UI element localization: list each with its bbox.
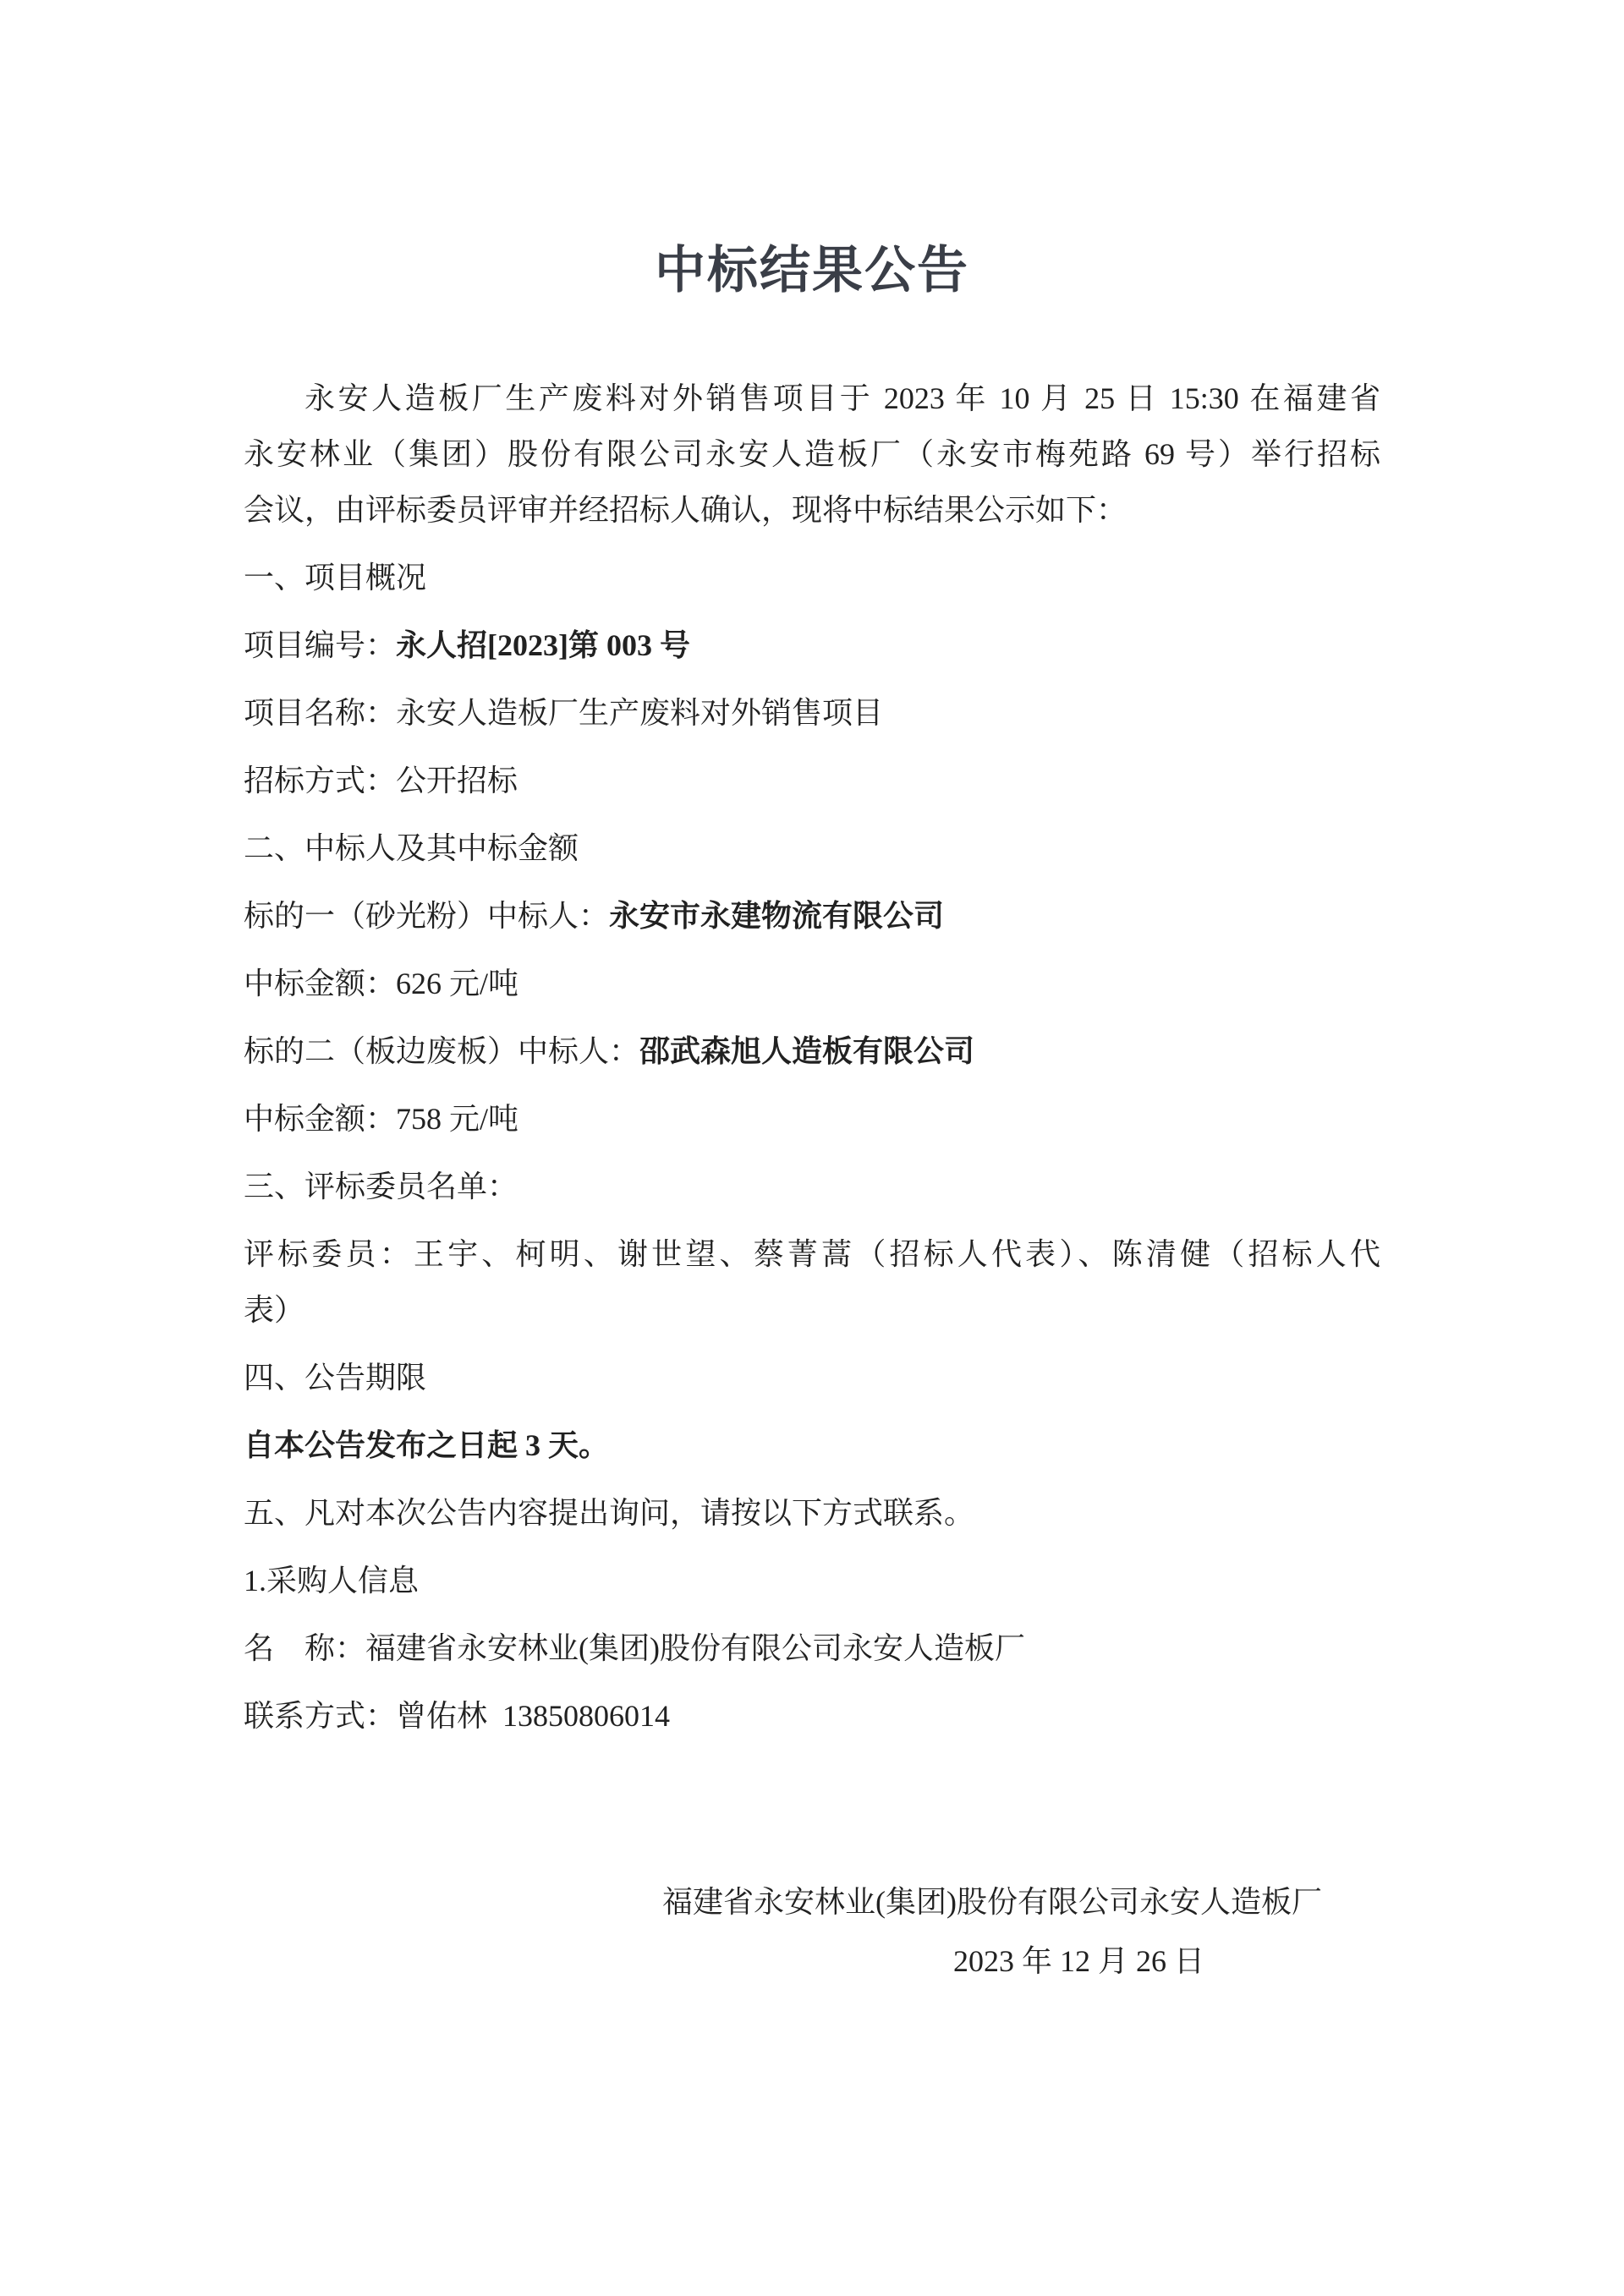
project-number-line bbox=[244, 617, 1380, 673]
project-name-line bbox=[244, 685, 1380, 741]
signature-date: 2023 年 12 月 26 日 bbox=[952, 1944, 1204, 1978]
section-heading-5: 五、凡对本次公告内容提出询问，请按以下方式联系。 bbox=[244, 1496, 975, 1530]
project-number-value: 永人招[2023]第 003 号 bbox=[396, 628, 690, 662]
intro-line-3: 会议，由评标委员评审并经招标人确认，现将中标结果公示如下： bbox=[244, 493, 1127, 527]
project-name-value: 永安人造板厂生产废料对外销售项目 bbox=[396, 696, 884, 730]
buyer-contact-line bbox=[244, 1688, 1380, 1744]
committee-line-2: 表） bbox=[244, 1293, 305, 1327]
committee-line-1: 评标委员：王宇、柯明、谢世望、蔡菁蒿（招标人代表）、陈清健（招标人代 bbox=[244, 1237, 1380, 1271]
buyer-contact-value: 曾佑林 13850806014 bbox=[396, 1699, 671, 1733]
intro-line-2: 永安林业（集团）股份有限公司永安人造板厂（永安市梅苑路 69 号）举行招标 bbox=[244, 437, 1380, 471]
lot2-winner: 邵武森旭人造板有限公司 bbox=[639, 1034, 975, 1068]
buyer-name-line bbox=[244, 1620, 1380, 1676]
lot1-amount-value: 626 元/吨 bbox=[396, 967, 519, 1000]
lot1-amount-line bbox=[244, 956, 1380, 1011]
lot1-amount-label: 中标金额： bbox=[244, 967, 397, 1000]
section-heading-2: 二、中标人及其中标金额 bbox=[244, 831, 579, 865]
lot2-label: 标的二（板边废板）中标人： bbox=[244, 1034, 640, 1068]
lot1-winner: 永安市永建物流有限公司 bbox=[609, 899, 945, 933]
signature-company: 福建省永安林业(集团)股份有限公司永安人造板厂 bbox=[662, 1885, 1322, 1919]
intro-line-1: 永安人造板厂生产废料对外销售项目于 2023 年 10 月 25 日 15:30 在福建省 bbox=[304, 381, 1380, 415]
bid-method-label: 招标方式： bbox=[244, 764, 397, 797]
notice-period-line: 自本公告发布之日起 3 天。 bbox=[244, 1428, 610, 1462]
bid-method-line bbox=[244, 753, 1380, 808]
section-heading-1: 一、项目概况 bbox=[244, 561, 427, 595]
lot2-amount-label: 中标金额： bbox=[244, 1102, 397, 1136]
buyer-info-heading: 1.采购人信息 bbox=[244, 1564, 420, 1597]
document-title: 中标结果公告 bbox=[655, 242, 969, 299]
buyer-contact-label: 联系方式： bbox=[244, 1699, 397, 1733]
lot2-amount-line bbox=[244, 1091, 1380, 1147]
project-number-label: 项目编号： bbox=[244, 628, 397, 662]
lot1-label: 标的一（砂光粉）中标人： bbox=[244, 899, 610, 933]
lot1-winner-line bbox=[244, 888, 1380, 944]
section-heading-3: 三、评标委员名单： bbox=[244, 1170, 518, 1203]
bid-method-value: 公开招标 bbox=[396, 764, 518, 797]
buyer-name-label: 名 称： bbox=[244, 1631, 366, 1665]
section-heading-4: 四、公告期限 bbox=[244, 1361, 427, 1395]
buyer-name-value: 福建省永安林业(集团)股份有限公司永安人造板厂 bbox=[365, 1631, 1025, 1665]
lot2-winner-line bbox=[244, 1023, 1380, 1079]
lot2-amount-value: 758 元/吨 bbox=[396, 1102, 519, 1136]
signature-block bbox=[244, 1872, 1380, 1991]
project-name-label: 项目名称： bbox=[244, 696, 397, 730]
